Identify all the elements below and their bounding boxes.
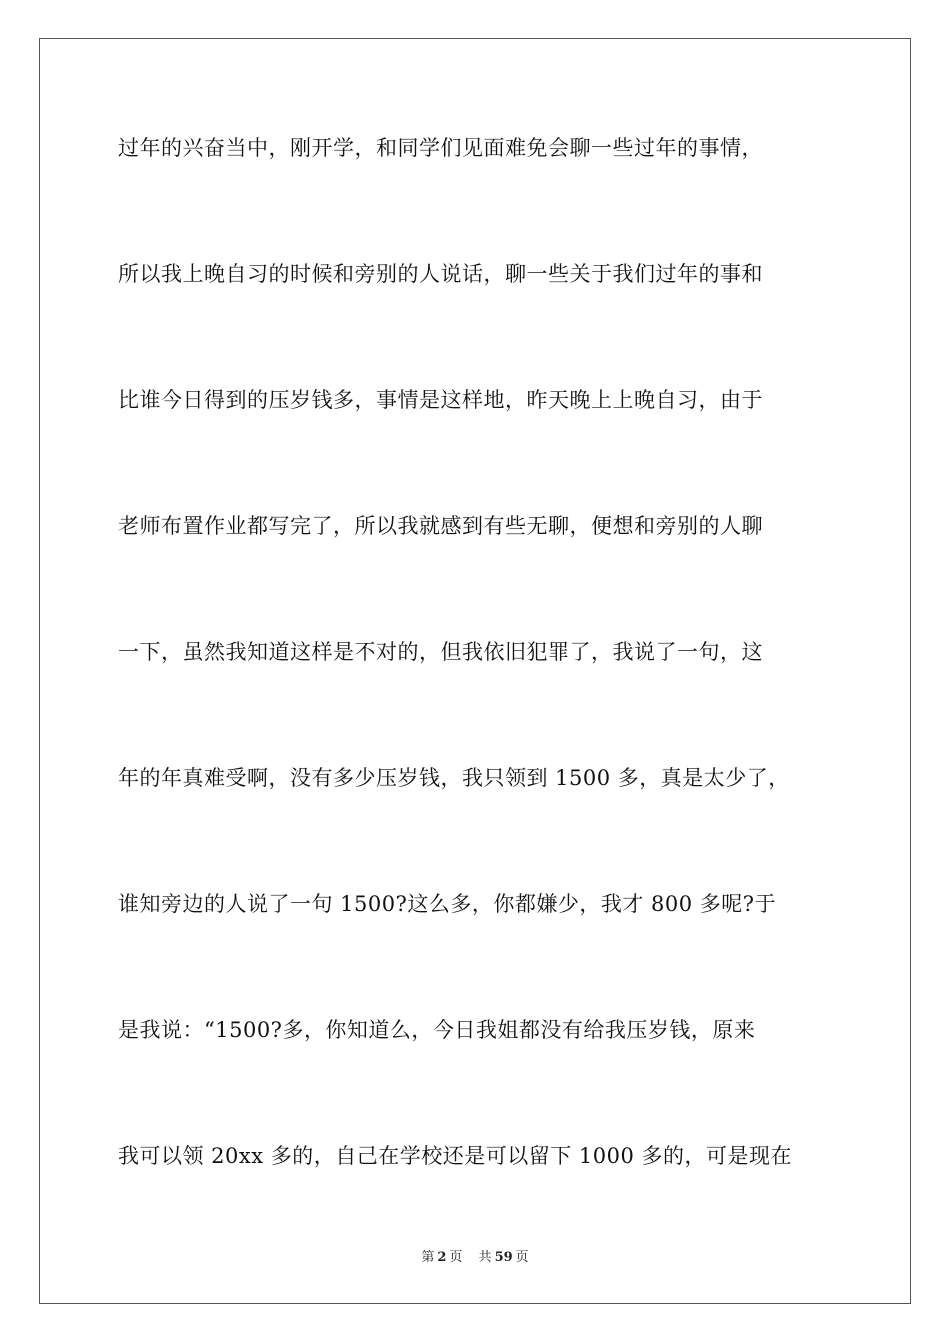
total-pages-indicator [476,1250,532,1265]
page-suffix: 页 [449,1250,463,1265]
total-suffix: 页 [515,1250,529,1265]
page-prefix: 第 [421,1250,435,1265]
text-line: 一下，虽然我知道这样是不对的，但我依旧犯罪了，我说了一句，这 [118,640,763,664]
total-prefix: 共 [478,1250,492,1265]
text-line: 老师布置作业都写完了，所以我就感到有些无聊，便想和旁别的人聊 [118,514,763,538]
text-line: 所以我上晚自习的时候和旁别的人说话，聊一些关于我们过年的事和 [118,262,763,286]
total-pages: 59 [494,1250,513,1265]
text-line: 过年的兴奋当中，刚开学，和同学们见面难免会聊一些过年的事情， [118,136,763,160]
document-body [118,125,838,1259]
text-line: 谁知旁边的人说了一句 1500?这么多，你都嫌少，我才 800 多呢?于 [118,892,777,916]
text-line: 我可以领 20xx 多的，自己在学校还是可以留下 1000 多的，可是现在 [118,1144,793,1168]
page-footer [0,1246,950,1265]
page-number: 2 [437,1250,447,1265]
page-indicator [418,1250,465,1265]
text-line: 年的年真难受啊，没有多少压岁钱，我只领到 1500 多，真是太少了， [118,766,790,790]
text-line: 比谁今日得到的压岁钱多，事情是这样地，昨天晚上上晚自习，由于 [118,388,763,412]
text-line: 是我说：“1500?多，你知道么，今日我姐都没有给我压岁钱，原来 [118,1018,756,1042]
